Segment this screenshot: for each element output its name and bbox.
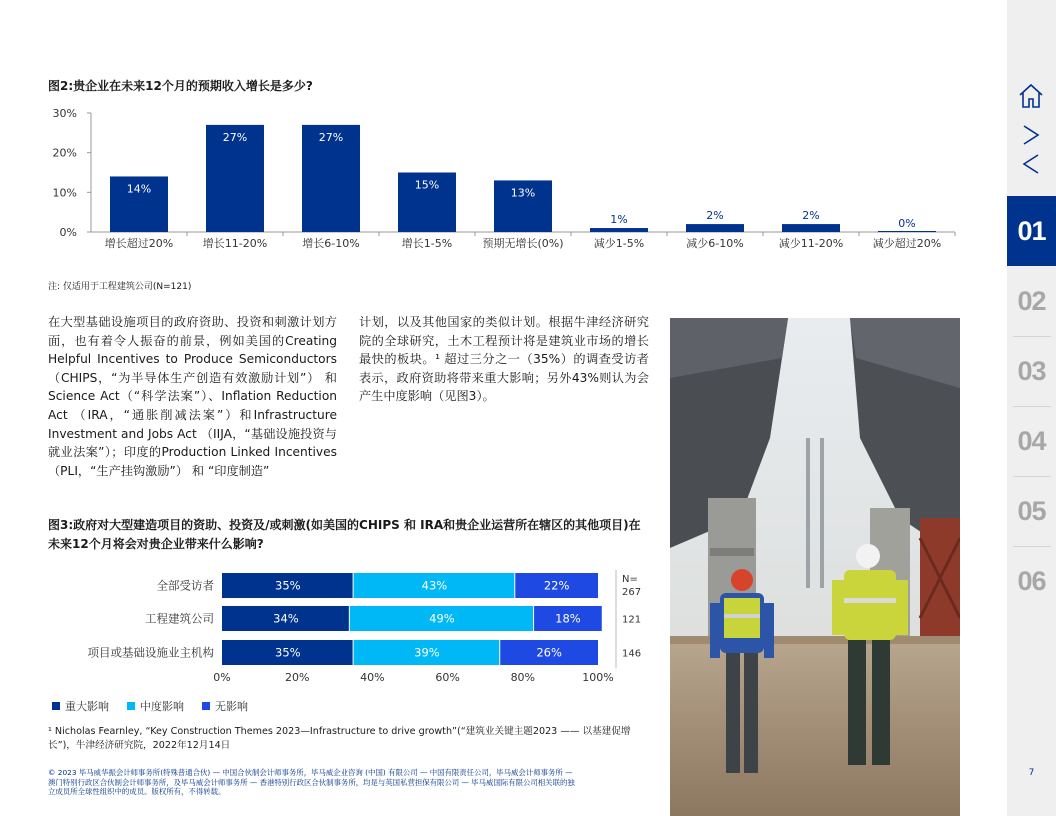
- bar-value-label: 0%: [898, 217, 916, 230]
- figure3-legend: [52, 698, 248, 714]
- segment-value-label: 35%: [275, 645, 301, 660]
- x-tick-label: 预期无增长(0%): [482, 237, 564, 250]
- body-column-1: 在大型基础设施项目的政府资助、投资和刺激计划方面，也有着令人振奋的前景，例如美国的Creating Helpful Incentives to Produce Semiconductors （CHIPS，“为半导体生产创造有效激励计划”） 和 Science Act（“科学法案”）、Inflation Reduction Act （IRA，“通胀削减法案”）和Infrastructure Investment and Jobs Act （IIJA，“基础设施投资与就业法案”）；印度的Production Linked Incentives （PLI，“生产挂钩激励”） 和 “印度制造”: [48, 315, 337, 478]
- bar-value-label: 15%: [414, 178, 440, 192]
- legend-label-moderate: 中度影响: [140, 700, 184, 713]
- legend-item-major: [52, 698, 109, 714]
- bar-value-label: 27%: [222, 130, 248, 144]
- bar-value-label: 13%: [510, 186, 536, 200]
- sidebar-item-05[interactable]: 05: [1017, 495, 1046, 526]
- bar: [686, 224, 744, 232]
- legend-item-none: [202, 698, 248, 714]
- figure3-chart: [40, 566, 660, 690]
- x-tick-label: 100%: [582, 671, 614, 684]
- segment-value-label: 39%: [414, 645, 440, 660]
- bar-value-label: 1%: [610, 213, 628, 227]
- x-tick-label: 增长1-5%: [401, 237, 453, 250]
- construction-workers-photo: [670, 318, 960, 816]
- x-tick-label: 增长超过20%: [104, 237, 174, 250]
- legend-item-moderate: [127, 698, 184, 714]
- x-tick-label: 减少超过20%: [872, 237, 942, 250]
- sidebar-item-06[interactable]: 06: [1017, 565, 1046, 596]
- sidebar-item-04[interactable]: 04: [1017, 425, 1046, 456]
- n-value: 121: [622, 614, 642, 626]
- figure2-note: 注: 仅适用于工程建筑公司(N=121): [48, 282, 192, 292]
- home-icon[interactable]: [1017, 82, 1045, 110]
- n-value: 146: [622, 648, 642, 660]
- footnote: ¹ Nicholas Fearnley, “Key Construction Themes 2023—Infrastructure to drive growth”(“建筑业关键主题2023 —— 以基建促增长”)，牛津经济研究院，2022年12月14日: [48, 726, 631, 751]
- sidebar-nav: [1007, 0, 1056, 816]
- row-label: 全部受访者: [156, 578, 214, 593]
- segment-value-label: 49%: [429, 611, 455, 626]
- bar-value-label: 2%: [706, 209, 724, 223]
- x-tick-label: 40%: [360, 671, 385, 684]
- figure3-title: 图3:政府对大型建造项目的资助、投资及/或刺激(如美国的CHIPS 和 IRA和贵企业运营所在辖区的其他项目)在未来12个月将会对贵企业带来什么影响?: [48, 518, 641, 551]
- segment-value-label: 22%: [543, 578, 570, 593]
- x-tick-label: 减少11-20%: [778, 237, 844, 250]
- segment-value-label: 26%: [536, 645, 562, 660]
- legend-label-none: 无影响: [215, 700, 248, 713]
- bar: [782, 224, 840, 232]
- chevron-left-icon[interactable]: [1019, 153, 1043, 175]
- page-number: 7: [1028, 768, 1035, 778]
- x-tick-label: 减少6-10%: [686, 237, 744, 250]
- figure2-title: 图2:贵企业在未来12个月的预期收入增长是多少?: [48, 79, 313, 93]
- x-tick-label: 增长11-20%: [202, 237, 268, 250]
- row-label: 项目或基础设施业主机构: [87, 645, 214, 660]
- y-tick-label: 20%: [52, 146, 77, 160]
- y-tick-label: 0%: [59, 226, 77, 239]
- legend-swatch-none: [202, 702, 210, 710]
- bar-value-label: 14%: [126, 182, 152, 196]
- sidebar-item-01[interactable]: 01: [1007, 196, 1056, 266]
- row-label: 工程建筑公司: [145, 611, 214, 626]
- sidebar-item-03[interactable]: 03: [1017, 355, 1046, 386]
- legend-swatch-moderate: [127, 702, 135, 710]
- x-tick-label: 20%: [284, 671, 310, 684]
- figure2-chart: [40, 100, 970, 260]
- n-label: N=: [622, 574, 638, 585]
- x-tick-label: 80%: [510, 671, 536, 684]
- y-tick-label: 30%: [52, 107, 77, 120]
- segment-value-label: 18%: [555, 611, 581, 626]
- y-tick-label: 10%: [52, 186, 77, 200]
- segment-value-label: 43%: [421, 578, 448, 593]
- n-value: 267: [622, 587, 642, 598]
- copyright-notice: © 2023 毕马威华振会计师事务所(特殊普通合伙) — 中国合伙制会计师事务所，毕马威企业咨询 (中国) 有限公司 — 中国有限责任公司，毕马威会计师事务所 — 澳门特别行政区合伙制会计师事务所，及毕马威会计师事务所 — 香港特别行政区合伙制事务所，均是与英国私营担保有限公司 — 毕马威国际有限公司相关联的独立成员所全球性组织中的成员。版权所有，不得转载。: [48, 768, 575, 797]
- bar-value-label: 2%: [802, 209, 820, 223]
- x-tick-label: 60%: [435, 671, 460, 684]
- segment-value-label: 35%: [275, 578, 301, 593]
- x-tick-label: 减少1-5%: [593, 237, 645, 250]
- bar: [878, 231, 936, 232]
- x-tick-label: 增长6-10%: [302, 237, 360, 250]
- x-tick-label: 0%: [213, 671, 231, 684]
- legend-swatch-major: [52, 702, 60, 710]
- legend-label-major: 重大影响: [65, 700, 109, 713]
- body-column-2: 计划，以及其他国家的类似计划。根据牛津经济研究院的全球研究，土木工程预计将是建筑业市场的增长最快的板块。¹ 超过三分之一（35%）的调查受访者表示，政府资助将带来重大影响；另外43%则认为会产生中度影响（见图3）。: [359, 315, 649, 404]
- segment-value-label: 34%: [273, 611, 299, 626]
- bar-value-label: 27%: [318, 130, 344, 144]
- sidebar-item-02[interactable]: 02: [1017, 285, 1046, 316]
- chevron-right-icon[interactable]: [1019, 124, 1043, 146]
- bar: [590, 228, 648, 232]
